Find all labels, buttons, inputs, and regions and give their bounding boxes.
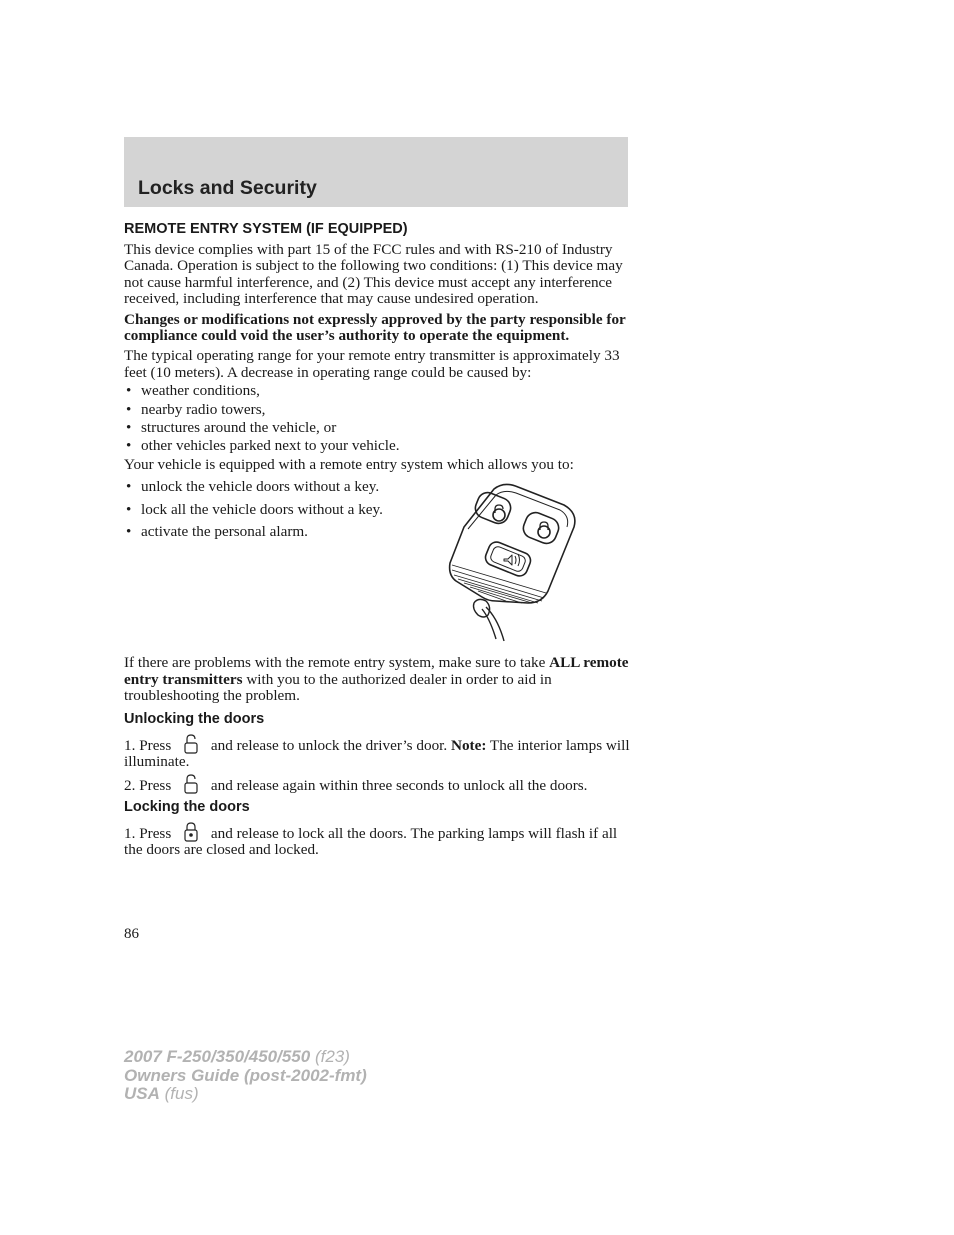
unlocking-heading: Unlocking the doors (124, 710, 265, 727)
list-item: • nearby radio towers, (124, 402, 630, 418)
list-item: • activate the personal alarm. (124, 524, 384, 540)
footer-model-line: 2007 F-250/350/450/550 (f23) (124, 1047, 350, 1066)
remote-key-fob-illustration (446, 479, 582, 643)
features-block (124, 479, 630, 655)
range-causes-list (124, 383, 630, 455)
list-item: • lock all the vehicle doors without a key. (124, 502, 384, 518)
capabilities-paragraph: Your vehicle is equipped with a remote entry system which allows you to: (124, 455, 574, 473)
range-paragraph: The typical operating range for your remote entry transmitter is approximately 33 feet (10 meters). A decrease in operating range could be caused by: (124, 347, 620, 381)
list-item: • structures around the vehicle, or (124, 420, 630, 436)
locking-heading: Locking the doors (124, 798, 250, 815)
footer-market-line: USA (fus) (124, 1084, 199, 1103)
footer-guide-line: Owners Guide (post-2002-fmt) (124, 1065, 367, 1085)
unlock-button-icon (178, 734, 204, 752)
lock-step-1: 1. Press and release to lock all the doors. The parking lamps will flash if all the doors are closed and locked. (124, 822, 630, 859)
section-heading: REMOTE ENTRY SYSTEM (IF EQUIPPED) (124, 221, 408, 237)
page-number: 86 (124, 926, 139, 942)
lock-button-icon (178, 822, 204, 840)
features-list (124, 479, 384, 540)
list-item: • unlock the vehicle doors without a key. (124, 479, 384, 495)
fcc-paragraph: This device complies with part 15 of the FCC rules and with RS-210 of Industry Canada. Operation is subject to the following two conditions: (1) This device may not cause harmful interference, and (2) This device must accept any interference received, including interference that may cause undesired operation. (124, 241, 623, 308)
list-item: • weather conditions, (124, 383, 630, 399)
warning-paragraph: Changes or modifications not expressly approved by the party responsible for compliance could void the user’s authority to operate the equipment. (124, 310, 626, 345)
unlock-button-icon (178, 774, 204, 792)
unlock-step-1: 1. Press and release to unlock the driver’s door. Note: The interior lamps will illuminate. (124, 734, 630, 771)
section-header-band (124, 137, 628, 207)
troubleshooting-paragraph: If there are problems with the remote entry system, make sure to take ALL remote entry transmitters with you to the authorized dealer in order to aid in troubleshooting the problem. (124, 654, 629, 705)
page-title: Locks and Security (138, 177, 317, 199)
unlock-step-2: 2. Press and release again within three seconds to unlock all the doors. (124, 774, 630, 794)
document-footer (124, 1048, 367, 1104)
list-item: • other vehicles parked next to your vehicle. (124, 438, 630, 454)
page-content (124, 221, 630, 863)
